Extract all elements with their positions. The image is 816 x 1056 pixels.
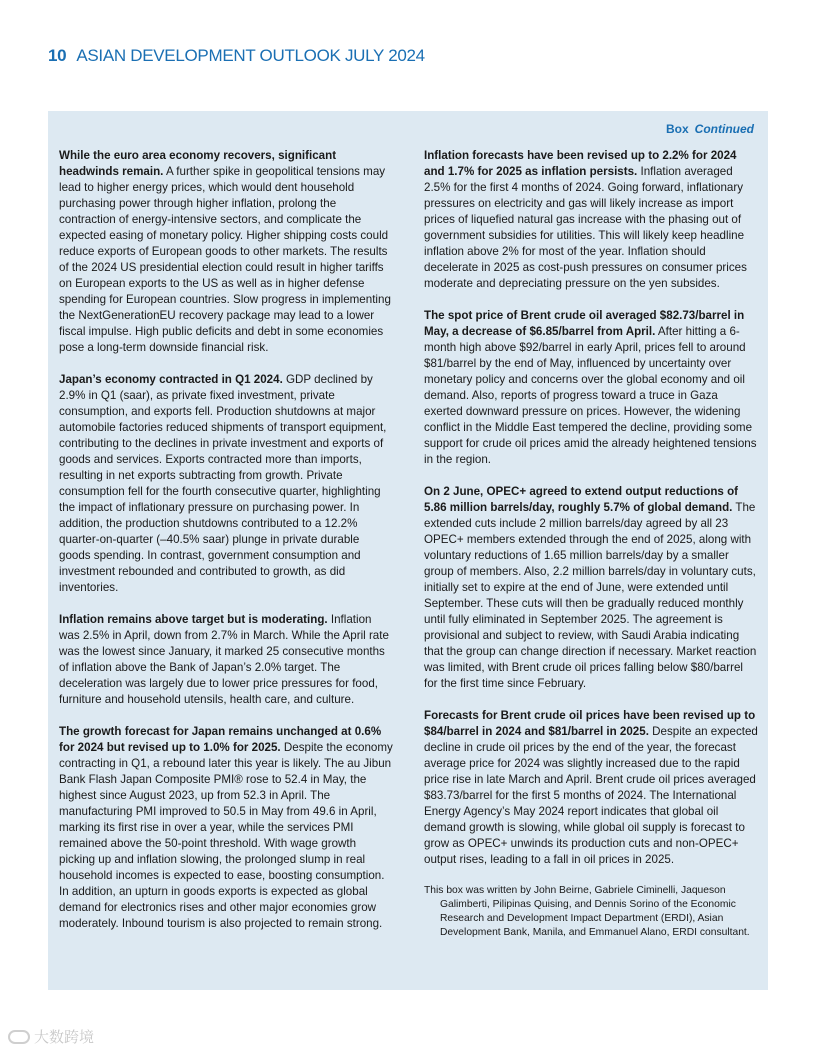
box-credit: This box was written by John Beirne, Gabriele Ciminelli, Jaqueson Galimberti, Pilipinas Quising, and Dennis Sorino of the Economic Research and Development Impact Department (ERDI), Asian Development Bank, Manila, and Emmanuel Alano, ERDI consultant. [424,885,750,938]
box-continued-text: Continued [694,122,754,136]
paragraph-body: Inflation averaged 2.5% for the first 4 months of 2024. Going forward, inflationary pressures on electricity and gas will likely increase as import prices of liquefied natural gas increase with the phasing out of government subsidies for utilities. This will likely keep headline inflation above 2% for most of the year. Inflation should decelerate in 2025 as cost-push pressures on consumer prices moderate and depreciating pressure on the yen subsides. [424,165,747,290]
paragraph-body: A further spike in geopolitical tensions may lead to higher energy prices, which would dent household purchasing power through higher inflation, prolong the contraction of energy-intensive sectors, and complicate the expected easing of monetary policy. Higher shipping costs could reduce exports of European goods to other markets. The results of the 2024 US presidential election could result in higher tariffs on European exports to the US as well as in higher defense spending for European countries. Slow progress in implementing the NextGenerationEU recovery package may lead to a lower fiscal impulse. High public deficits and debt in some economies pose a long-term downside financial risk. [59,165,391,354]
watermark-logo-icon [8,1030,30,1044]
watermark-text: 大数跨境 [34,1029,95,1046]
paragraph-body: GDP declined by 2.9% in Q1 (saar), as private fixed investment, private consumption, and exports fell. Production shutdowns at major automobile factories reduced shipments of transport equipment, contributing to the declines in private investment and exports of goods and services. Exports contracted more than imports, resulting in net exports subtracting from growth. Private consumption fell for the fourth consecutive quarter, highlighting the impact of inflationary pressure on purchasing power. In addition, the production shutdowns contributed to a 12.2% quarter-on-quarter (–40.5% saar) plunge in private durable goods spending. In contrast, government consumption and investment rebounded and contributed to growth, as did inventories. [59,373,387,594]
paragraph-body: Inflation was 2.5% in April, down from 2.7% in March. While the April rate was the lowest since January, it marked 25 consecutive months of inflation above the Bank of Japan’s 2.0% target. The deceleration was largely due to lower price pressures for food, furniture and household utensils, health care, and culture. [59,613,389,706]
right-column [424,148,759,950]
publication-title: ASIAN DEVELOPMENT OUTLOOK JULY 2024 [76,46,425,65]
watermark [8,1026,94,1047]
paragraph-lead: Forecasts for Brent crude oil prices have been revised up to $84/barrel in 2024 and $81/barrel in 2025. [424,709,756,738]
paragraph-body: The extended cuts include 2 million barrels/day agreed by all 23 OPEC+ members extended through the end of 2025, along with voluntary reductions of 1.65 million barrels/day by a smaller group of members. Also, 2.2 million barrels/day in voluntary cuts, initially set to expire at the end of June, were extended until September. These cuts will then be gradually reduced monthly until fully eliminated in September 2025. The agreement is provisional and subject to review, with Saudi Arabia indicating that the group can change direction if necessary. Market reaction was limited, with Brent crude oil prices falling below $80/barrel for the first time since February. [424,501,757,690]
paragraph [59,612,394,708]
paragraph-lead: Japan’s economy contracted in Q1 2024. [59,373,283,386]
paragraph-lead: The spot price of Brent crude oil averaged $82.73/barrel in May, a decrease of $6.85/barrel from April. [424,309,745,338]
paragraph-lead: On 2 June, OPEC+ agreed to extend output reductions of 5.86 million barrels/day, roughly 5.7% of global demand. [424,485,739,514]
left-column [59,148,394,948]
paragraph-body: Despite the economy contracting in Q1, a rebound later this year is likely. The au Jibun Bank Flash Japan Composite PMI® rose to 52.4 in May, the highest since August 2023, up from 52.3 in April. The manufacturing PMI improved to 50.5 in May from 49.6 in April, marking its first rise in over a year, while the services PMI remained above the 50-point threshold. With wage growth picking up and inflation slowing, the prolonged slump in real household incomes is expected to ease, boosting consumption. In addition, an upturn in goods exports is expected as global demand for electronics rises and other major economies grow moderately. Inbound tourism is also projected to remain strong. [59,741,393,930]
paragraph-body: After hitting a 6-month high above $92/barrel in early April, prices fell to around $81/barrel by the end of May, influenced by uncertainty over monetary policy and concerns over the global economy and oil demand. Also, reports of progress toward a truce in Gaza exerted downward pressure on prices. However, the widening conflict in the Middle East tempered the decline, providing some support for crude oil prices amid the already heightened tensions in the region. [424,325,757,466]
paragraph-lead: Inflation forecasts have been revised up to 2.2% for 2024 and 1.7% for 2025 as inflation persists. [424,149,737,178]
paragraph-lead: The growth forecast for Japan remains unchanged at 0.6% for 2024 but revised up to 1.0% for 2025. [59,725,382,754]
box-label [666,122,754,136]
paragraph-lead: Inflation remains above target but is moderating. [59,613,328,626]
paragraph [424,148,759,292]
paragraph-body: Despite an expected decline in crude oil prices by the end of the year, the forecast average price for 2024 was slightly increased due to the rapid price rise in late March and April. Brent crude oil prices averaged $83.73/barrel for the first 5 months of 2024. The International Energy Agency’s May 2024 report indicates that global oil demand growth is slowing, while global oil supply is forecast to grow as OPEC+ unwinds its production cuts and non-OPEC+ output rises, leading to a fall in oil prices in 2025. [424,725,758,866]
paragraph [424,708,759,868]
paragraph [59,148,394,356]
box-label-text: Box [666,122,689,136]
page-number: 10 [48,46,67,65]
paragraph [59,372,394,596]
paragraph [59,724,394,932]
page-header [48,46,425,66]
paragraph [424,308,759,468]
paragraph-lead: While the euro area economy recovers, significant headwinds remain. [59,149,337,178]
content-box [48,111,768,990]
paragraph [424,484,759,692]
